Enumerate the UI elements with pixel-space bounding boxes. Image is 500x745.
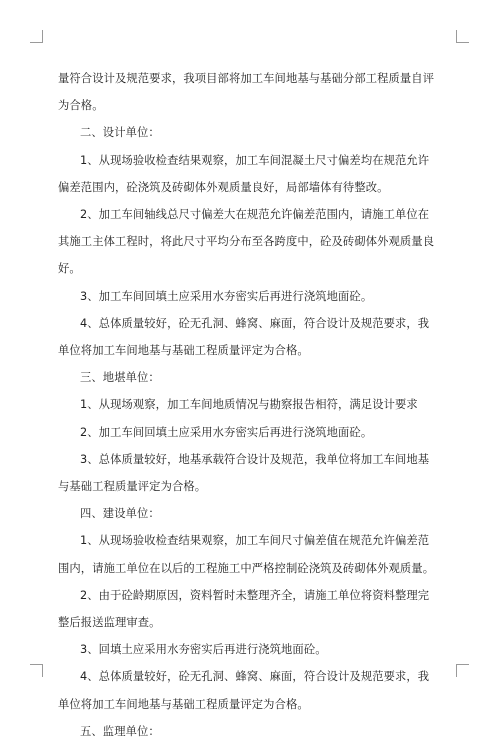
paragraph: 二、设计单位：	[80, 126, 160, 140]
paragraph: 五、监理单位：	[80, 724, 160, 738]
paragraph: 4、总体质量较好，砼无孔洞、蜂窝、麻面，符合设计及规范要求，我单位将加工车间地基与基础工程质量评定为合格。	[58, 670, 430, 711]
crop-mark-bottom-left	[30, 664, 43, 677]
crop-mark-top-left	[30, 30, 43, 43]
paragraph: 3、总体质量较好，地基承载符合设计及规范，我单位将加工车间地基与基础工程质量评定为合格。	[58, 452, 430, 494]
paragraph: 4、总体质量较好，砼无孔洞、蜂窝、麻面，符合设计及规范要求，我单位将加工车间地基与基础工程质量评定为合格。	[58, 316, 430, 358]
crop-mark-top-right	[456, 30, 469, 43]
paragraph: 3、回填土应采用水夯密实后再进行浇筑地面砼。	[80, 643, 327, 657]
paragraph: 四、建设单位：	[80, 507, 160, 521]
paragraph: 1、从现场验收检查结果观察，加工车间尺寸偏差值在规范允许偏差范围内，请施工单位在以后的工程施工中严格控制砼浇筑及砖砌体外观质量。	[58, 534, 435, 575]
paragraph: 三、地堪单位：	[80, 371, 160, 385]
paragraph: 2、由于砼龄期原因，资料暂时未整理齐全，请施工单位将资料整理完整后报送监理审查。	[58, 588, 430, 630]
paragraph: 1、从现场验收检查结果观察，加工车间混凝土尺寸偏差均在规范允许偏差范围内，砼浇筑及砖砌体外观质量良好，局部墙体有待整改。	[58, 153, 430, 194]
paragraph: 2、加工车间回填土应采用水夯密实后再进行浇筑地面砼。	[80, 425, 373, 439]
document-body	[58, 65, 440, 745]
paragraph: 1、从现场观察，加工车间地质情况与勘察报告相符，满足设计要求	[80, 398, 418, 412]
paragraph: 2、加工车间轴线总尺寸偏差大在规范允许偏差范围内，请施工单位在其施工主体工程时，将此尺寸平均分布至各跨度中，砼及砖砌体外观质量良好。	[58, 208, 435, 276]
crop-mark-bottom-right	[456, 664, 469, 677]
paragraph: 3、加工车间回填土应采用水夯密实后再进行浇筑地面砼。	[80, 289, 373, 303]
paragraph: 量符合设计及规范要求，我项目部将加工车间地基与基础分部工程质量自评为合格。	[58, 72, 435, 113]
